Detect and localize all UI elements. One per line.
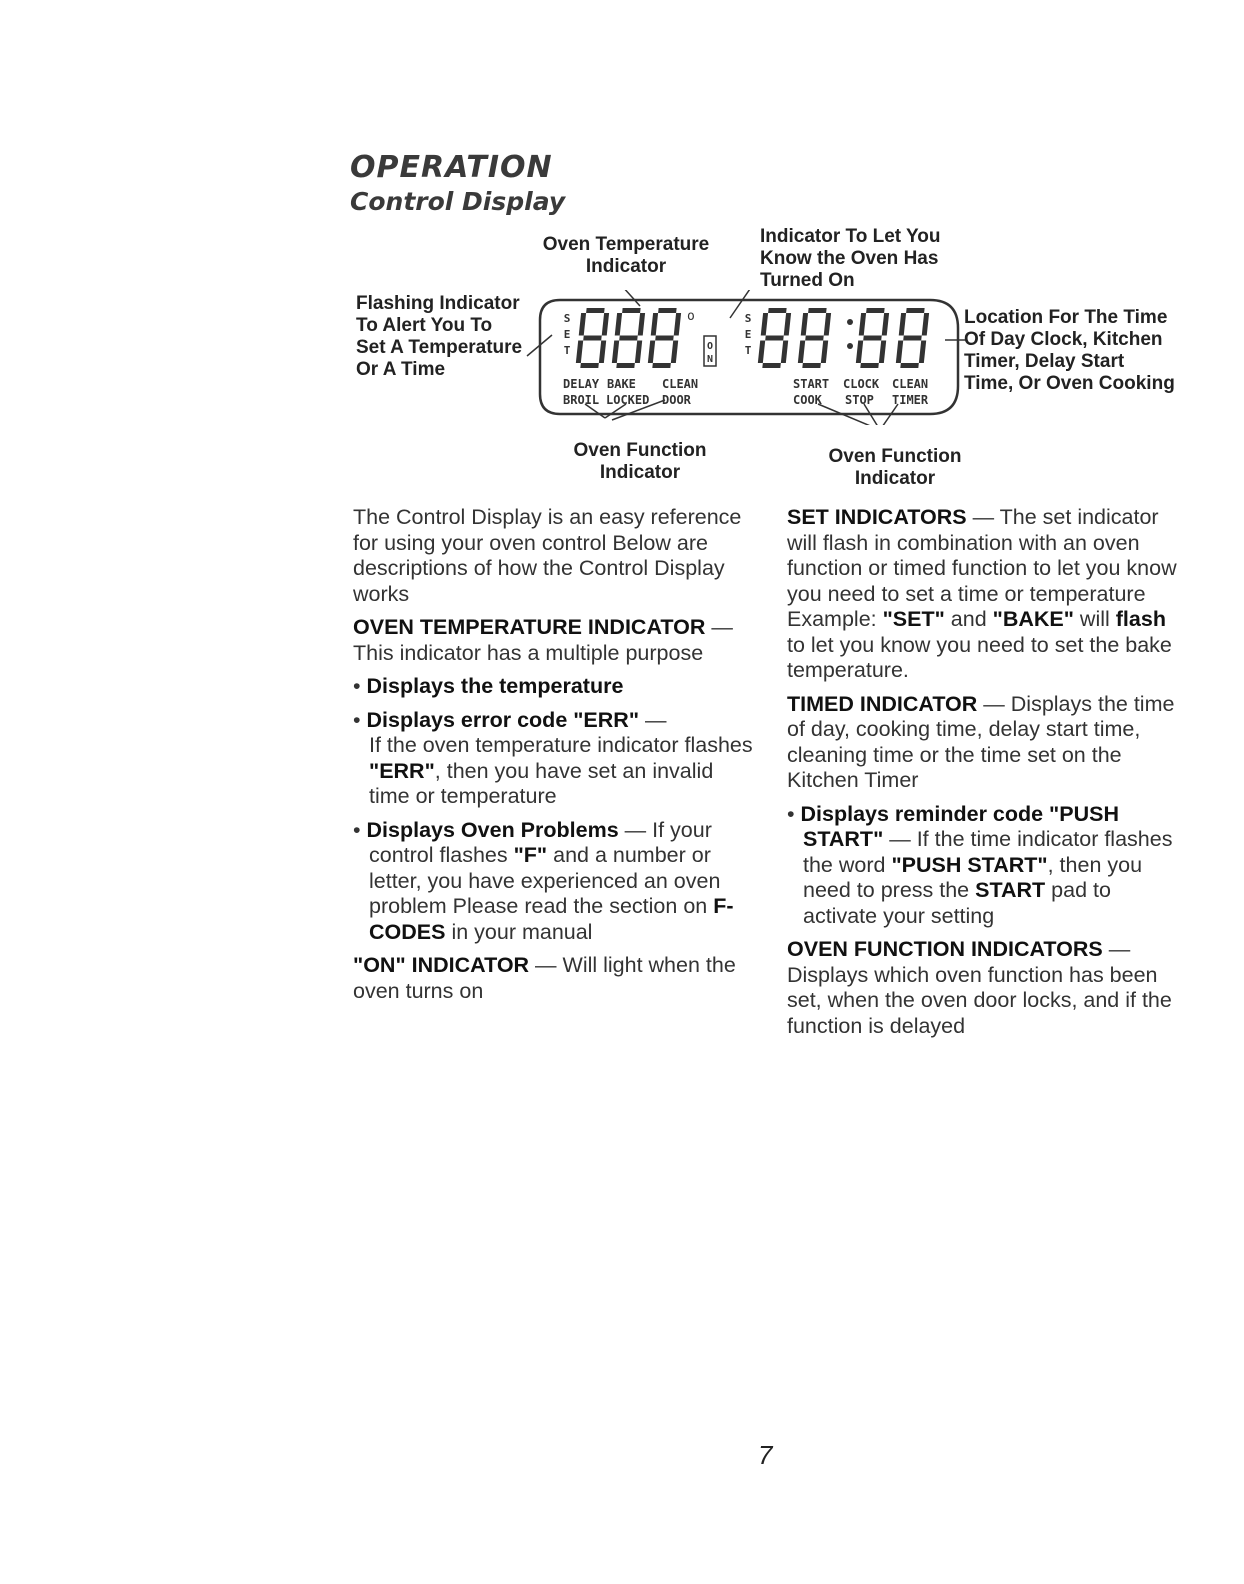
function-label: COOK bbox=[793, 393, 822, 407]
set-letter: T bbox=[744, 344, 752, 357]
on-indicator-paragraph bbox=[353, 953, 753, 1004]
digit-segment bbox=[781, 341, 788, 364]
set-letter: T bbox=[563, 344, 571, 357]
colon-dot bbox=[847, 319, 853, 325]
section-heading-text: SET INDICATORS bbox=[787, 505, 967, 529]
time-location-callout bbox=[964, 307, 1204, 395]
digit-segment bbox=[651, 313, 658, 336]
function-label: CLOCK bbox=[843, 377, 880, 391]
digit-segment bbox=[599, 341, 606, 364]
dash: — bbox=[1102, 937, 1131, 961]
digit-segment bbox=[616, 363, 635, 368]
digit-segment bbox=[919, 341, 926, 364]
digit-segment bbox=[922, 313, 929, 336]
function-label: START bbox=[793, 377, 830, 391]
digit-segment bbox=[784, 313, 791, 336]
set-indicators-paragraph bbox=[787, 505, 1187, 684]
section-heading-text: OVEN TEMPERATURE INDICATOR bbox=[353, 615, 706, 639]
degree-symbol: o bbox=[687, 309, 695, 324]
inline-bold: flash bbox=[1115, 607, 1166, 631]
function-label: STOP bbox=[845, 393, 874, 407]
function-label: CLEAN bbox=[892, 377, 929, 391]
function-label: CLEAN bbox=[662, 377, 699, 391]
seven-segment-digit bbox=[855, 308, 889, 368]
digit-segment bbox=[879, 341, 886, 364]
bullet-heading: Displays the temperature bbox=[366, 674, 624, 698]
section-text: to let you know you need to set the bake temperature. bbox=[787, 632, 1172, 682]
bullet-text: If the oven temperature indicator flashes bbox=[369, 733, 753, 757]
section-text: will bbox=[1073, 607, 1116, 631]
control-display-diagram bbox=[520, 290, 970, 425]
set-letter: S bbox=[563, 312, 571, 325]
dash: — bbox=[639, 707, 667, 732]
bullet-bold: START bbox=[975, 878, 1046, 902]
set-letter: E bbox=[744, 328, 752, 341]
seven-segment-digit bbox=[647, 308, 681, 368]
callout-line: Timer, Delay Start bbox=[964, 351, 1125, 372]
digit-segment bbox=[906, 308, 925, 313]
digit-segment bbox=[896, 341, 903, 364]
digit-segment bbox=[859, 313, 866, 336]
oven-temperature-section bbox=[353, 615, 753, 666]
section-text: — Displays the time of day, cooking time, delay start time, cleaning time or the time set on the Kitchen Timer bbox=[787, 691, 1175, 792]
digit-segment bbox=[576, 341, 583, 364]
callout-line: Time, Or Oven Cooking bbox=[964, 373, 1175, 394]
section-text: and bbox=[944, 607, 993, 631]
dash: — bbox=[705, 615, 733, 639]
on-indicator-callout bbox=[760, 226, 980, 292]
digit-segment bbox=[798, 341, 805, 364]
digit-segment bbox=[765, 336, 784, 341]
bullet-heading: Displays reminder code "PUSH START" bbox=[800, 801, 1119, 851]
digit-segment bbox=[648, 341, 655, 364]
digit-segment bbox=[602, 313, 609, 336]
callout-line: Indicator bbox=[585, 256, 667, 277]
digit-segment bbox=[802, 363, 821, 368]
callout-line: Oven Temperature bbox=[542, 234, 710, 255]
digit-segment bbox=[860, 363, 879, 368]
section-heading-text: TIMED INDICATOR bbox=[787, 691, 978, 716]
digit-segment bbox=[882, 313, 889, 336]
seven-segment-digit bbox=[611, 308, 645, 368]
function-label: DOOR bbox=[662, 393, 691, 407]
digit-segment bbox=[856, 341, 863, 364]
digit-segment bbox=[579, 313, 586, 336]
leader-oven-temp bbox=[622, 290, 640, 306]
section-heading-text: OVEN FUNCTION INDICATORS bbox=[787, 937, 1103, 961]
oven-function-callout-left bbox=[550, 440, 730, 484]
digit-segment bbox=[768, 308, 787, 313]
digit-segment bbox=[762, 363, 781, 368]
oven-temperature-callout bbox=[536, 234, 716, 278]
function-label: BAKE bbox=[607, 377, 636, 391]
section-text: — Will light when the oven turns on bbox=[353, 953, 736, 1003]
digit-segment bbox=[635, 341, 642, 364]
inline-bold: "BAKE" bbox=[992, 607, 1074, 631]
bullet-text: in your manual bbox=[445, 919, 593, 944]
callout-line: Indicator bbox=[599, 462, 681, 483]
bullet-bold: F-CODES bbox=[369, 894, 734, 944]
oven-function-section bbox=[787, 937, 1187, 1039]
digit-segment bbox=[612, 341, 619, 364]
callout-line: Flashing Indicator bbox=[356, 293, 520, 314]
function-label: BROIL bbox=[563, 393, 600, 407]
oven-function-callout-right bbox=[805, 446, 985, 490]
seven-segment-digit bbox=[575, 308, 609, 368]
digit-segment bbox=[619, 336, 638, 341]
bullet-text: , then you need to press the bbox=[803, 852, 1143, 902]
digit-segment bbox=[808, 308, 827, 313]
digit-segment bbox=[638, 313, 645, 336]
bullet-item: • Displays reminder code "PUSH START" — If the time indicator flashes the word "PUSH START", then you need to press the START pad to activate your setting bbox=[787, 801, 1173, 928]
callout-line: Indicator To Let You bbox=[760, 226, 941, 247]
bullet-text: and a number or letter, you have experienced an oven problem Please read the section on bbox=[369, 843, 721, 918]
bullet-item: • Displays Oven Problems — If your control flashes "F" and a number or letter, you have experienced an oven problem Please read the section on F-CODES in your manual bbox=[353, 817, 734, 944]
bullet-bold: "ERR" bbox=[369, 758, 435, 783]
callout-line: Of Day Clock, Kitchen bbox=[964, 329, 1163, 350]
digit-segment bbox=[580, 363, 599, 368]
callout-line: Oven Function bbox=[573, 440, 707, 461]
digit-segment bbox=[583, 336, 602, 341]
timed-indicator-paragraph bbox=[787, 692, 1187, 794]
digit-segment bbox=[761, 313, 768, 336]
bullet-item: • Displays the temperature bbox=[353, 674, 624, 698]
right-column bbox=[787, 505, 1187, 1039]
section-heading: OPERATION bbox=[350, 150, 553, 185]
digit-segment bbox=[899, 313, 906, 336]
set-letter: E bbox=[563, 328, 571, 341]
seven-segment-digit bbox=[757, 308, 791, 368]
digit-segment bbox=[863, 336, 882, 341]
section-heading-text: "ON" INDICATOR bbox=[353, 953, 530, 977]
digit-segment bbox=[758, 341, 765, 364]
digit-segment bbox=[821, 341, 828, 364]
digit-segment bbox=[900, 363, 919, 368]
callout-line: Turned On bbox=[760, 270, 855, 291]
intro-paragraph: The Control Display is an easy reference for using your oven control Below are descriptions of how the Control Display works bbox=[353, 505, 742, 606]
digit-segment bbox=[801, 313, 808, 336]
callout-line: Or A Time bbox=[356, 359, 446, 380]
on-letter: O bbox=[706, 341, 714, 352]
digit-segment bbox=[586, 308, 605, 313]
bullet-text: , then you have set an invalid time or temperature bbox=[369, 758, 714, 808]
digit-segment bbox=[658, 308, 677, 313]
digit-segment bbox=[805, 336, 824, 341]
section-text: — The set indicator will flash in combination with an oven function or timed function to let you know you need to set a time or temperature Example: bbox=[787, 505, 1177, 631]
set-letter: S bbox=[744, 312, 752, 325]
bullet-item: • Displays error code "ERR" — If the oven temperature indicator flashes "ERR", then you have set an invalid time or temperature bbox=[353, 707, 753, 808]
digit-segment bbox=[674, 313, 681, 336]
digit-segment bbox=[903, 336, 922, 341]
seven-segment-digit bbox=[797, 308, 831, 368]
function-label: LOCKED bbox=[606, 393, 650, 407]
inline-bold: "SET" bbox=[882, 607, 945, 631]
subsection-heading: Control Display bbox=[350, 187, 566, 216]
callout-line: Know the Oven Has bbox=[760, 248, 939, 269]
digit-segment bbox=[652, 363, 671, 368]
bullet-heading: Displays Oven Problems bbox=[366, 817, 619, 842]
function-label: DELAY bbox=[563, 377, 600, 391]
callout-line: Indicator bbox=[854, 468, 936, 489]
on-letter: N bbox=[706, 354, 714, 365]
digit-segment bbox=[671, 341, 678, 364]
digit-segment bbox=[615, 313, 622, 336]
callout-line: Set A Temperature bbox=[356, 337, 523, 358]
seven-segment-digit bbox=[895, 308, 929, 368]
section-text: This indicator has a multiple purpose bbox=[353, 640, 704, 665]
bullet-text: — If your control flashes bbox=[369, 817, 712, 867]
callout-line: To Alert You To bbox=[356, 315, 493, 336]
section-text: Displays which oven function has been set, when the oven door locks, and if the function is delayed bbox=[787, 962, 1172, 1038]
function-label: TIMER bbox=[892, 393, 929, 407]
bullet-text: — If the time indicator flashes the word bbox=[803, 827, 1173, 877]
colon-dot bbox=[847, 343, 853, 349]
page-number: 7 bbox=[758, 1440, 773, 1470]
bullet-text: pad to activate your setting bbox=[803, 878, 1111, 928]
digit-segment bbox=[655, 336, 674, 341]
left-column bbox=[353, 505, 753, 1012]
bullet-bold: "PUSH START" bbox=[891, 852, 1048, 877]
bullet-heading: Displays error code "ERR" bbox=[366, 707, 640, 732]
callout-line: Oven Function bbox=[828, 446, 962, 467]
callout-line: Location For The Time bbox=[964, 307, 1168, 328]
digit-segment bbox=[824, 313, 831, 336]
flashing-indicator-callout bbox=[356, 293, 546, 381]
digit-segment bbox=[866, 308, 885, 313]
digit-segment bbox=[622, 308, 641, 313]
bullet-bold: "F" bbox=[513, 843, 548, 867]
